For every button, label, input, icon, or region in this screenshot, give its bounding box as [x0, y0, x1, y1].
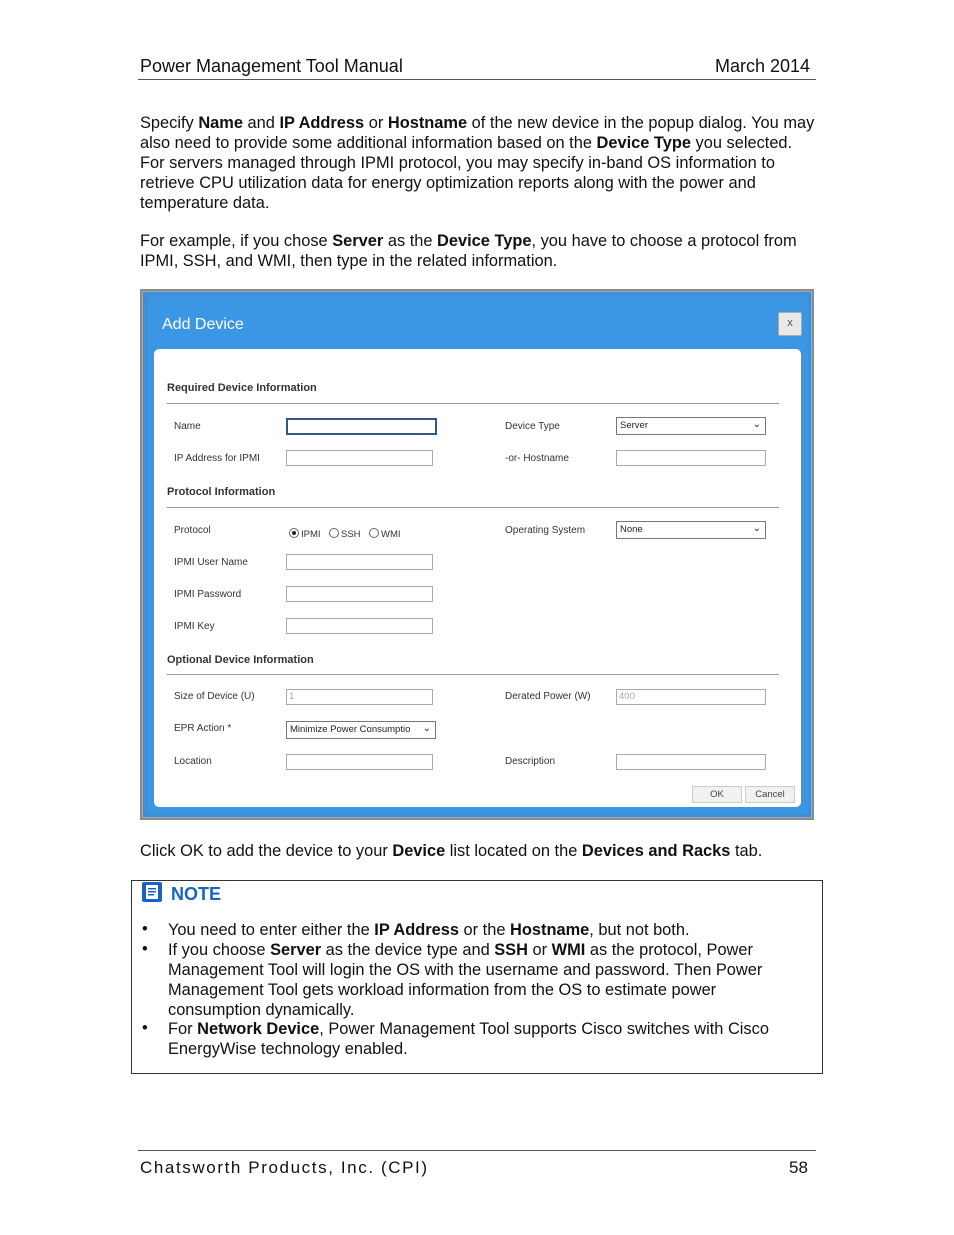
- text-run: For: [168, 1020, 198, 1038]
- header-date: March 2014: [715, 56, 811, 76]
- bold-text: Device Type: [437, 232, 532, 250]
- text-run: , Power Management Tool supports Cisco switches with Cisco EnergyWise technology enabled.: [168, 1020, 769, 1058]
- bold-text: WMI: [551, 941, 586, 959]
- os-label: Operating System: [505, 525, 586, 536]
- chevron-down-icon: ⌄: [752, 419, 761, 430]
- text-run: Specify: [140, 114, 199, 132]
- bold-text: IP Address: [279, 114, 365, 132]
- os-value: None: [620, 524, 643, 535]
- size-input[interactable]: [286, 689, 433, 705]
- note-item: [168, 920, 808, 940]
- derated-label: Derated Power (W): [505, 691, 591, 702]
- description-input[interactable]: [616, 754, 766, 770]
- cancel-button[interactable]: Cancel: [745, 786, 795, 803]
- radio-wmi[interactable]: [369, 528, 379, 538]
- epr-select[interactable]: [286, 721, 436, 739]
- text-run: as the protocol, Power Management Tool will login the OS with the username and password. Then Power Management Tool gets workload information from the OS to estimate power consumption dynamically.: [168, 941, 763, 1019]
- epr-value: Minimize Power Consumptio: [290, 724, 411, 735]
- location-input[interactable]: [286, 754, 433, 770]
- ok-button[interactable]: OK: [692, 786, 742, 803]
- radio-ssh-label: SSH: [340, 529, 361, 540]
- section-divider: [167, 403, 779, 404]
- footer-rule: [138, 1150, 816, 1151]
- derated-input[interactable]: [616, 689, 766, 705]
- section-required: Required Device Information: [167, 382, 317, 394]
- bold-text: Name: [198, 114, 243, 132]
- bullet-icon: •: [142, 940, 148, 958]
- ipmi-user-input[interactable]: [286, 554, 433, 570]
- section-divider: [167, 674, 779, 675]
- chevron-down-icon: ⌄: [422, 723, 431, 734]
- close-button[interactable]: x: [778, 312, 802, 336]
- derated-value: 400: [619, 691, 635, 702]
- section-protocol: Protocol Information: [167, 486, 276, 498]
- text-run: and: [242, 114, 280, 132]
- text-run: For example, if you chose: [140, 232, 333, 250]
- bold-text: Device: [392, 842, 446, 860]
- text-run: list located on the: [445, 842, 582, 860]
- location-label: Location: [174, 756, 212, 767]
- protocol-radio-group: [289, 524, 405, 542]
- dialog-title: Add Device: [162, 316, 244, 333]
- footer-company: Chatsworth Products, Inc. (CPI): [140, 1158, 429, 1177]
- ipmi-pass-label: IPMI Password: [174, 589, 242, 600]
- after-paragraph: [140, 841, 820, 861]
- ip-input[interactable]: [286, 450, 433, 466]
- ipmi-key-input[interactable]: [286, 618, 433, 634]
- epr-label: EPR Action *: [174, 723, 232, 734]
- radio-ipmi-label: IPMI: [301, 529, 321, 540]
- device-type-value: Server: [620, 420, 648, 431]
- protocol-label: Protocol: [174, 525, 211, 536]
- text-run: You need to enter either the: [168, 921, 375, 939]
- description-label: Description: [505, 756, 556, 767]
- bold-text: Device Type: [596, 134, 691, 152]
- bold-text: IP Address: [374, 921, 459, 939]
- note-item: [168, 1019, 808, 1059]
- os-select[interactable]: [616, 521, 766, 539]
- hostname-label: -or- Hostname: [505, 453, 569, 464]
- text-run: or the: [459, 921, 511, 939]
- note-icon: [141, 881, 163, 903]
- bold-text: Server: [332, 232, 384, 250]
- header-title: Power Management Tool Manual: [140, 56, 403, 76]
- text-run: If you choose: [168, 941, 271, 959]
- radio-ssh[interactable]: [329, 528, 339, 538]
- section-divider: [167, 507, 779, 508]
- note-item: [168, 940, 808, 1020]
- ipmi-key-label: IPMI Key: [174, 621, 215, 632]
- text-run: or: [527, 941, 552, 959]
- bullet-icon: •: [142, 920, 148, 938]
- note-title: NOTE: [171, 884, 222, 904]
- name-label: Name: [174, 421, 201, 432]
- text-run: , you have to choose a protocol from IPMI, SSH, and WMI, then type in the related information.: [140, 232, 797, 270]
- device-type-select[interactable]: [616, 417, 766, 435]
- bold-text: Hostname: [510, 921, 590, 939]
- ipmi-user-label: IPMI User Name: [174, 557, 248, 568]
- text-run: as the device type and: [321, 941, 495, 959]
- intro-paragraph-1: [140, 113, 820, 213]
- text-run: tab.: [730, 842, 763, 860]
- bold-text: Hostname: [387, 114, 468, 132]
- hostname-input[interactable]: [616, 450, 766, 466]
- device-type-label: Device Type: [505, 421, 560, 432]
- text-run: as the: [383, 232, 438, 250]
- bullet-icon: •: [142, 1019, 148, 1037]
- size-value: 1: [289, 691, 295, 702]
- section-optional: Optional Device Information: [167, 654, 314, 666]
- chevron-down-icon: ⌄: [752, 523, 761, 534]
- size-label: Size of Device (U): [174, 691, 255, 702]
- name-input[interactable]: [286, 418, 437, 435]
- text-run: , but not both.: [589, 921, 690, 939]
- text-run: of the new device in the popup dialog. You may also need to provide some additional information based on the: [140, 114, 815, 152]
- radio-ipmi[interactable]: [289, 528, 299, 538]
- bold-text: SSH: [494, 941, 528, 959]
- bold-text: Network Device: [197, 1020, 320, 1038]
- footer-page-number: 58: [789, 1158, 808, 1177]
- bold-text: Server: [270, 941, 322, 959]
- text-run: or: [364, 114, 388, 132]
- intro-paragraph-2: [140, 231, 820, 271]
- ip-label: IP Address for IPMI: [174, 453, 260, 464]
- radio-wmi-label: WMI: [380, 529, 401, 540]
- bold-text: Devices and Racks: [581, 842, 731, 860]
- header-rule: [138, 79, 816, 80]
- ipmi-pass-input[interactable]: [286, 586, 433, 602]
- text-run: Click OK to add the device to your: [140, 842, 393, 860]
- text-run: you selected. For servers managed through IPMI protocol, you may specify in-band OS information to retrieve CPU utilization data for energy optimization reports along with the power and temperature data.: [140, 134, 793, 212]
